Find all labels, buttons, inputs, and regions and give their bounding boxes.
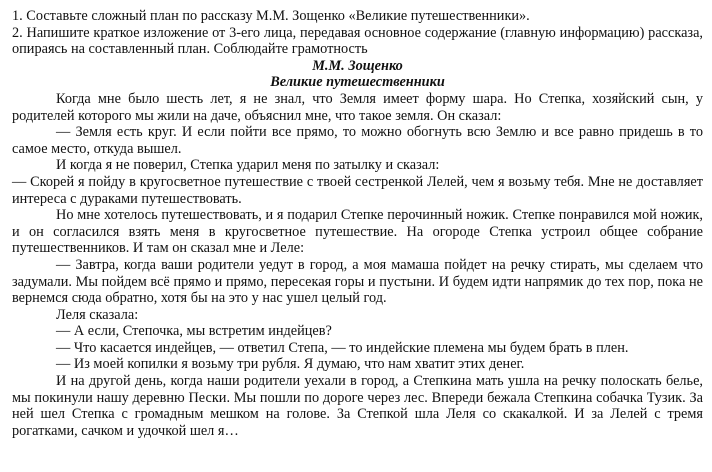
- story-paragraph: — А если, Степочка, мы встретим индейцев?: [56, 323, 332, 340]
- task-2: 2. Напишите краткое изложение от 3-его лица, передавая основное содержание (главную информацию) рассказа, опираясь на составленный план. Соблюдайте грамотность: [12, 24, 703, 58]
- task-1: 1. Составьте сложный план по рассказу М.М. Зощенко «Великие путешественники».: [12, 8, 530, 24]
- story-author: М.М. Зощенко: [312, 57, 403, 74]
- story-title: Великие путешественники: [270, 74, 445, 91]
- story-paragraph: Леля сказала:: [56, 306, 139, 323]
- story-paragraph: Но мне хотелось путешествовать, и я подарил Степке перочинный ножик. Степке понравился мой ножик, и он согласился взять меня в кругосветное путешествие. На огороде Степка устроил общее собрание путешественников. И там он сказал мне и Леле:: [12, 207, 703, 257]
- story-paragraph: — Скорей я пойду в кругосветное путешествие с твоей сестренкой Лелей, чем я возьму тебя. Мне не доставляет интереса с дураками путешествовать.: [12, 173, 703, 207]
- story-paragraph: И когда я не поверил, Степка ударил меня по затылку и сказал:: [56, 157, 440, 174]
- story-paragraph: Когда мне было шесть лет, я не знал, что Земля имеет форму шара. Но Степка, хозяйский сын, у родителей которого мы жили на даче, объяснил мне, что такое земля. Он сказал:: [12, 90, 703, 124]
- story-paragraph: — Завтра, когда ваши родители уедут в город, а моя мамаша пойдет на речку стирать, мы сделаем что задумали. Мы пойдем всё прямо и прямо, пересекая горы и пустыни. И будем идти напрямик до тех пор, пока не вернемся сюда обратно, хотя бы на это у нас ушел целый год.: [12, 256, 703, 307]
- story-paragraph: — Что касается индейцев, — ответил Степа, — то индейские племена мы будем брать в плен.: [56, 339, 629, 356]
- story-paragraph: И на другой день, когда наши родители уехали в город, а Степкина мать ушла на речку полоскать белье, мы покинули нашу деревню Пески. Мы пошли по дороге через лес. Впереди бежала Степкина собачка Тузик. За ней шел Степка с громадным мешком на голове. За Степкой шла Леля со скакалкой. И за Лелей с тремя рогатками, сачком и удочкой шел я…: [12, 373, 703, 439]
- story-paragraph: — Из моей копилки я возьму три рубля. Я думаю, что нам хватит этих денег.: [56, 356, 525, 373]
- story-paragraph: — Земля есть круг. И если пойти все прямо, то можно обогнуть всю Землю и все равно придешь в то самое место, откуда вышел.: [12, 124, 703, 157]
